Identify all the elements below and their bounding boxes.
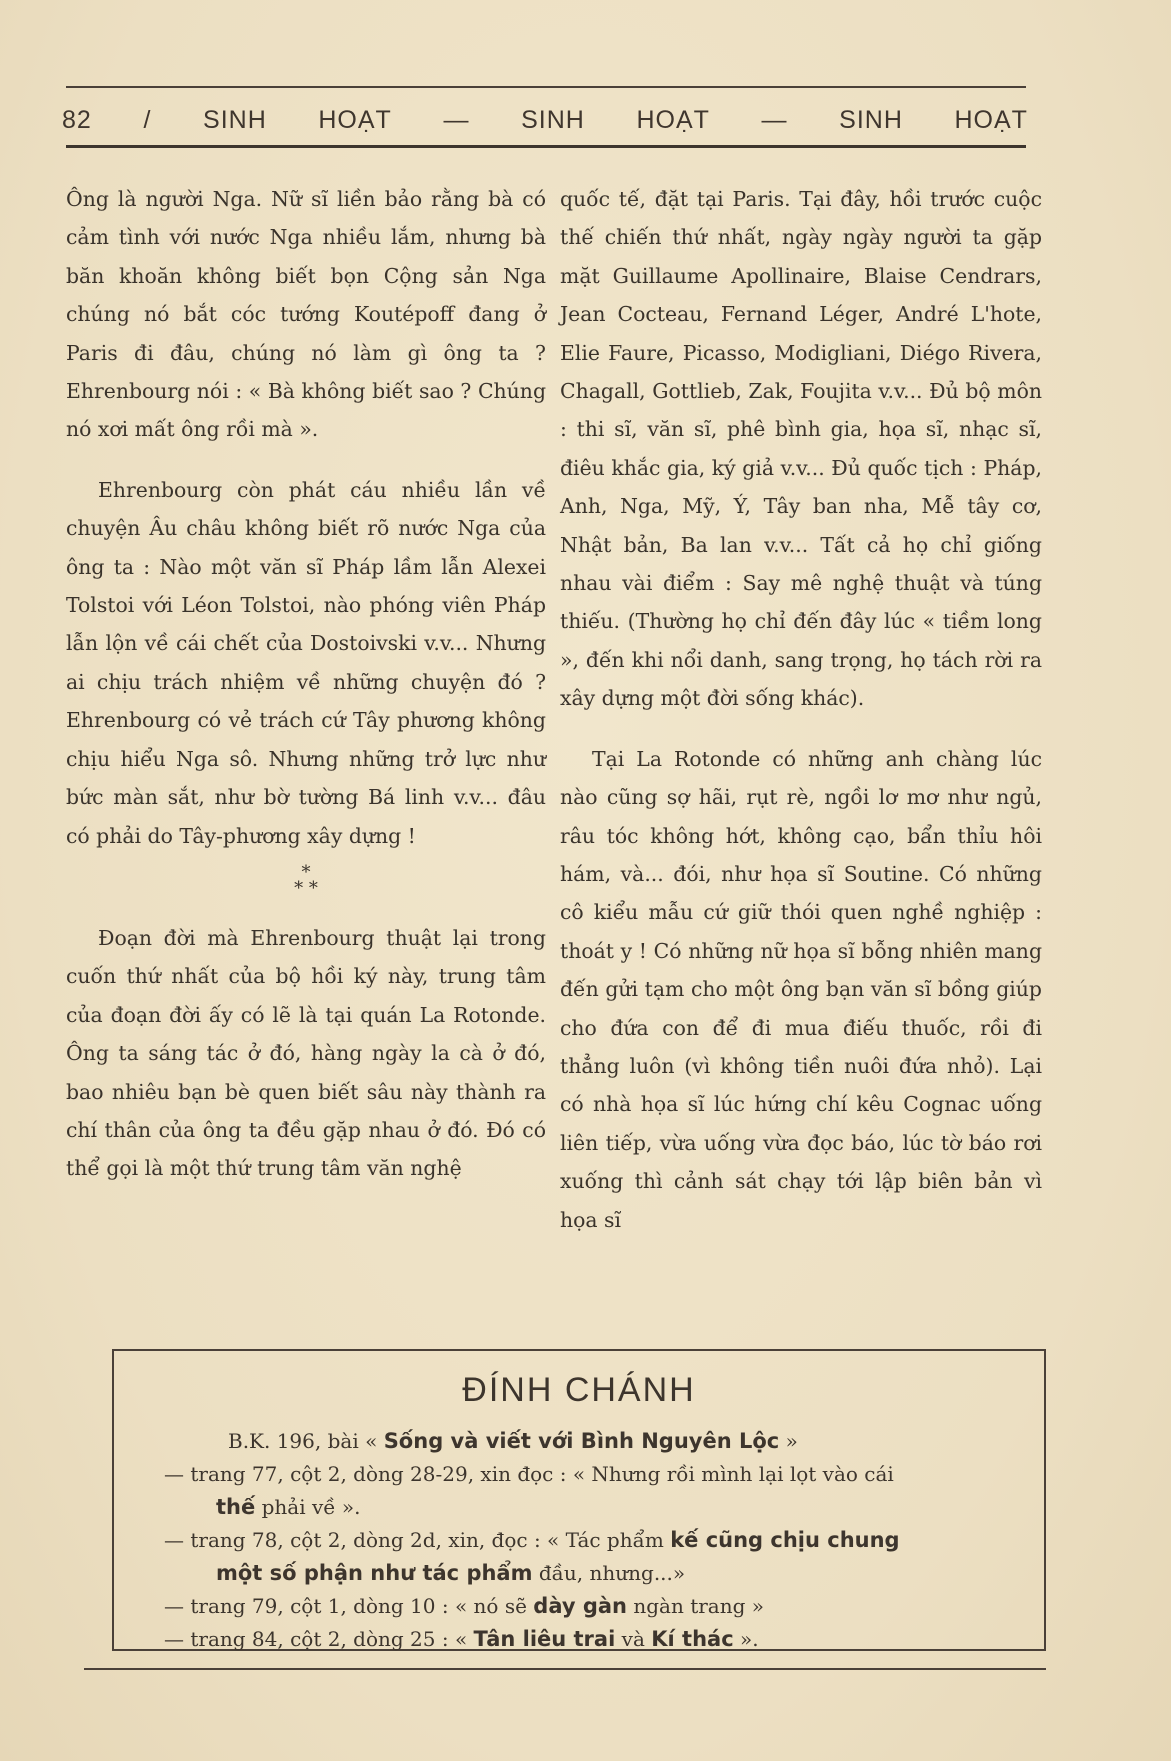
erratum-line: một số phận như tác phẩm đầu, nhưng...»	[216, 1561, 686, 1585]
header-word: SINH	[839, 105, 903, 134]
header-rule-top	[66, 86, 1026, 88]
page-number: 82	[62, 105, 92, 134]
header-rule-bottom	[66, 145, 1026, 148]
paragraph: Ông là người Nga. Nữ sĩ liền bảo rằng bà có cảm tình với nước Nga nhiều lắm, nhưng bà băn khoăn không biết bọn Cộng sản Nga chúng nó bắt cóc tướng Koutépoff đang ở Paris đi đâu, chúng nó làm gì ông ta ? Ehrenbourg nói : « Bà không biết sao ? Chúng nó xơi mất ông rồi mà ».	[66, 187, 546, 442]
header-word: HOẠT	[318, 105, 392, 134]
paragraph: Đoạn đời mà Ehrenbourg thuật lại trong cuốn thứ nhất của bộ hồi ký này, trung tâm của đoạn đời ấy có lẽ là tại quán La Rotonde. Ông ta sáng tác ở đó, hàng ngày la cà ở đó, bao nhiêu bạn bè quen biết sâu này thành ra chí thân của ông ta đều gặp nhau ở đó. Đó có thể gọi là một thứ trung tâm văn nghệ	[66, 925, 546, 1181]
header-dash: —	[443, 105, 470, 134]
paragraph: quốc tế, đặt tại Paris. Tại đây, hồi trước cuộc thế chiến thứ nhất, ngày ngày người ta gặp mặt Guillaume Apollinaire, Blaise Cendrars, Jean Cocteau, Fernand Léger, André L'hote, Elie Faure, Picasso, Modigliani, Diégo Rivera, Chagall, Gottlieb, Zak, Foujita v.v... Đủ bộ môn : thi sĩ, văn sĩ, phê bình gia, họa sĩ, nhạc sĩ, điêu khắc gia, ký giả v.v... Đủ quốc tịch : Pháp, Anh, Nga, Mỹ, Ý, Tây ban nha, Mễ tây cơ, Nhật bản, Ba lan v.v... Tất cả họ chỉ giống nhau vài điểm : Say mê nghệ thuật và túng thiếu. (Thường họ chỉ đến đây lúc « tiềm long », đến khi nổi danh, sang trọng, họ tách rời ra xây dựng một đời sống khác).	[560, 187, 1042, 711]
header-dash: —	[761, 105, 788, 134]
erratum-line: — trang 77, cột 2, dòng 28-29, xin đọc : « Nhưng rồi mình lại lọt vào cái	[164, 1462, 894, 1486]
header-slash: /	[143, 105, 152, 134]
erratum-line: — trang 78, cột 2, dòng 2d, xin, đọc : « Tác phẩm kế cũng chịu chung	[164, 1528, 900, 1552]
erratum-intro: B.K. 196, bài « Sống và viết với Bình Nguyên Lộc »	[228, 1429, 798, 1453]
paragraph: Tại La Rotonde có những anh chàng lúc nào cũng sợ hãi, rụt rè, ngồi lơ mơ như ngủ, râu tóc không hớt, không cạo, bẩn thỉu hôi hám, và... đói, như họa sĩ Soutine. Có những cô kiểu mẫu cứ giữ thói quen nghề nghiệp : thoát y ! Có những nữ họa sĩ bỗng nhiên mang đến gửi tạm cho một ông bạn văn sĩ bồng giúp cho đứa con để đi mua điếu thuốc, rồi đi thẳng luôn (vì không tiền nuôi đứa nhỏ). Lại có nhà họa sĩ lúc hứng chí kêu Cognac uống liên tiếp, vừa uống vừa đọc báo, lúc tờ báo rơi xuống thì cảnh sát chạy tới lập biên bản vì họa sĩ	[560, 746, 1042, 1232]
erratum-line: — trang 79, cột 1, dòng 10 : « nó sẽ dày gàn ngàn trang »	[164, 1594, 765, 1618]
erratum-title: ĐÍNH CHÁNH	[462, 1371, 696, 1409]
erratum-line: thế phải về ».	[216, 1495, 361, 1519]
header-word: HOẠT	[954, 105, 1028, 134]
header-word: HOẠT	[636, 105, 710, 134]
erratum-line: — trang 84, cột 2, dòng 25 : « Tân liêu trai và Kí thác ».	[164, 1627, 759, 1651]
section-separator: * * *	[294, 861, 318, 899]
header-word: SINH	[521, 105, 585, 134]
erratum-box	[112, 1349, 1046, 1651]
running-header	[62, 100, 1028, 140]
footer-rule	[84, 1668, 1046, 1670]
left-column	[66, 180, 546, 1188]
paragraph: Ehrenbourg còn phát cáu nhiều lần về chuyện Âu châu không biết rõ nước Nga của ông ta : Nào một văn sĩ Pháp lầm lẫn Alexei Tolstoi với Léon Tolstoi, nào phóng viên Pháp lẫn lộn về cái chết của Dostoivski v.v... Nhưng ai chịu trách nhiệm về những chuyện đó ? Ehrenbourg có vẻ trách cứ Tây phương không chịu hiểu Nga sô. Nhưng những trở lực như bức màn sắt, như bờ tường Bá linh v.v... đâu có phải do Tây-phương xây dựng !	[66, 477, 546, 848]
right-column	[560, 180, 1042, 1239]
erratum-lines	[164, 1425, 1044, 1656]
header-word: SINH	[203, 105, 267, 134]
